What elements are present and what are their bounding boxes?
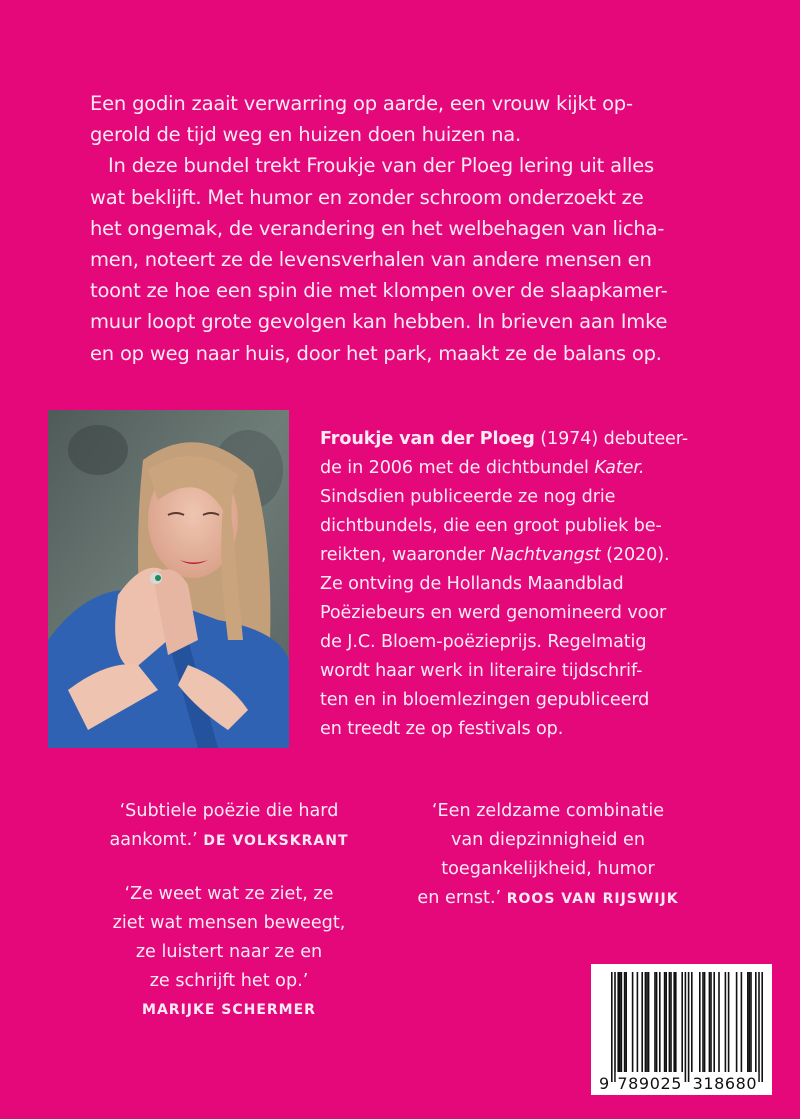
bio-line: Sindsdien publiceerde ze nog drie	[320, 487, 616, 507]
book-title-kater: Kater.	[594, 458, 645, 478]
author-name: Froukje van der Ploeg	[320, 429, 535, 449]
blurb-line: en op weg naar huis, door het park, maakt ze de balans op.	[90, 341, 662, 365]
blurb-line: gerold de tijd weg en huizen doen huizen na.	[90, 123, 522, 147]
quote-line: ze luistert naar ze en	[135, 942, 323, 962]
blurb-line: men, noteert ze de levensverhalen van andere mensen en	[90, 248, 652, 272]
bio-line: reikten, waaronder Nachtvangst (2020).	[320, 545, 670, 565]
bio-line: en treedt ze op festivals op.	[320, 719, 564, 739]
svg-text:9: 9	[599, 1074, 610, 1093]
quote-line: ‘Ze weet wat ze ziet, ze	[124, 884, 334, 904]
review-quote-volkskrant	[64, 797, 394, 856]
bio-line: Poëziebeurs en werd genomineerd voor	[320, 603, 667, 623]
quote-line: en ernst.’ ROOS VAN RIJSWIJK	[417, 888, 679, 908]
barcode-bars	[591, 964, 772, 1095]
svg-text:789025: 789025	[617, 1074, 682, 1093]
review-quote-schermer	[64, 880, 394, 1025]
quote-source: DE VOLKSKRANT	[203, 833, 349, 849]
author-bio	[320, 425, 760, 744]
quote-source: ROOS VAN RIJSWIJK	[506, 891, 679, 907]
quote-line: ‘Subtiele poëzie die hard	[119, 801, 339, 821]
quote-line: ze schrijft het op.’	[149, 971, 309, 991]
quote-line: ziet wat mensen beweegt,	[112, 913, 346, 933]
bio-line: dichtbundels, die een groot publiek be-	[320, 516, 662, 536]
quote-source: MARIJKE SCHERMER	[142, 1002, 316, 1018]
bio-line: ten en in bloemlezingen gepubliceerd	[320, 690, 650, 710]
isbn-barcode	[591, 964, 772, 1095]
svg-text:318680: 318680	[692, 1074, 757, 1093]
bio-line: de in 2006 met de dichtbundel Kater.	[320, 458, 645, 478]
bio-line: Froukje van der Ploeg (1974) debuteer-	[320, 429, 689, 449]
bio-line: Ze ontving de Hollands Maandblad	[320, 574, 624, 594]
blurb-line: toont ze hoe een spin die met klompen over de slaapkamer-	[90, 279, 668, 303]
quote-line: toegankelijkheid, humor	[441, 859, 655, 879]
author-photo	[48, 410, 289, 748]
blurb-line: het ongemak, de verandering en het welbehagen van licha-	[90, 216, 665, 240]
bio-line: de J.C. Bloem-poëzieprijs. Regelmatig	[320, 632, 647, 652]
blurb-line: muur loopt grote gevolgen kan hebben. In brieven aan Imke	[90, 310, 668, 334]
back-cover-blurb	[90, 88, 730, 369]
blurb-line: wat beklijft. Met humor en zonder schroom onderzoekt ze	[90, 185, 644, 209]
quote-line: van diepzinnigheid en	[450, 830, 646, 850]
quote-line: ‘Een zeldzame combinatie	[431, 801, 665, 821]
review-quote-rijswijk	[378, 797, 718, 914]
blurb-line: Een godin zaait verwarring op aarde, een vrouw kijkt op-	[90, 92, 633, 115]
quote-line: aankomt.’ DE VOLKSKRANT	[109, 830, 349, 850]
book-title-nachtvangst: Nachtvangst	[490, 545, 601, 565]
blurb-line: In deze bundel trekt Froukje van der Ploeg lering uit alles	[108, 154, 655, 178]
author-portrait-illustration	[48, 410, 289, 748]
bio-line: wordt haar werk in literaire tijdschrif-	[320, 661, 643, 681]
